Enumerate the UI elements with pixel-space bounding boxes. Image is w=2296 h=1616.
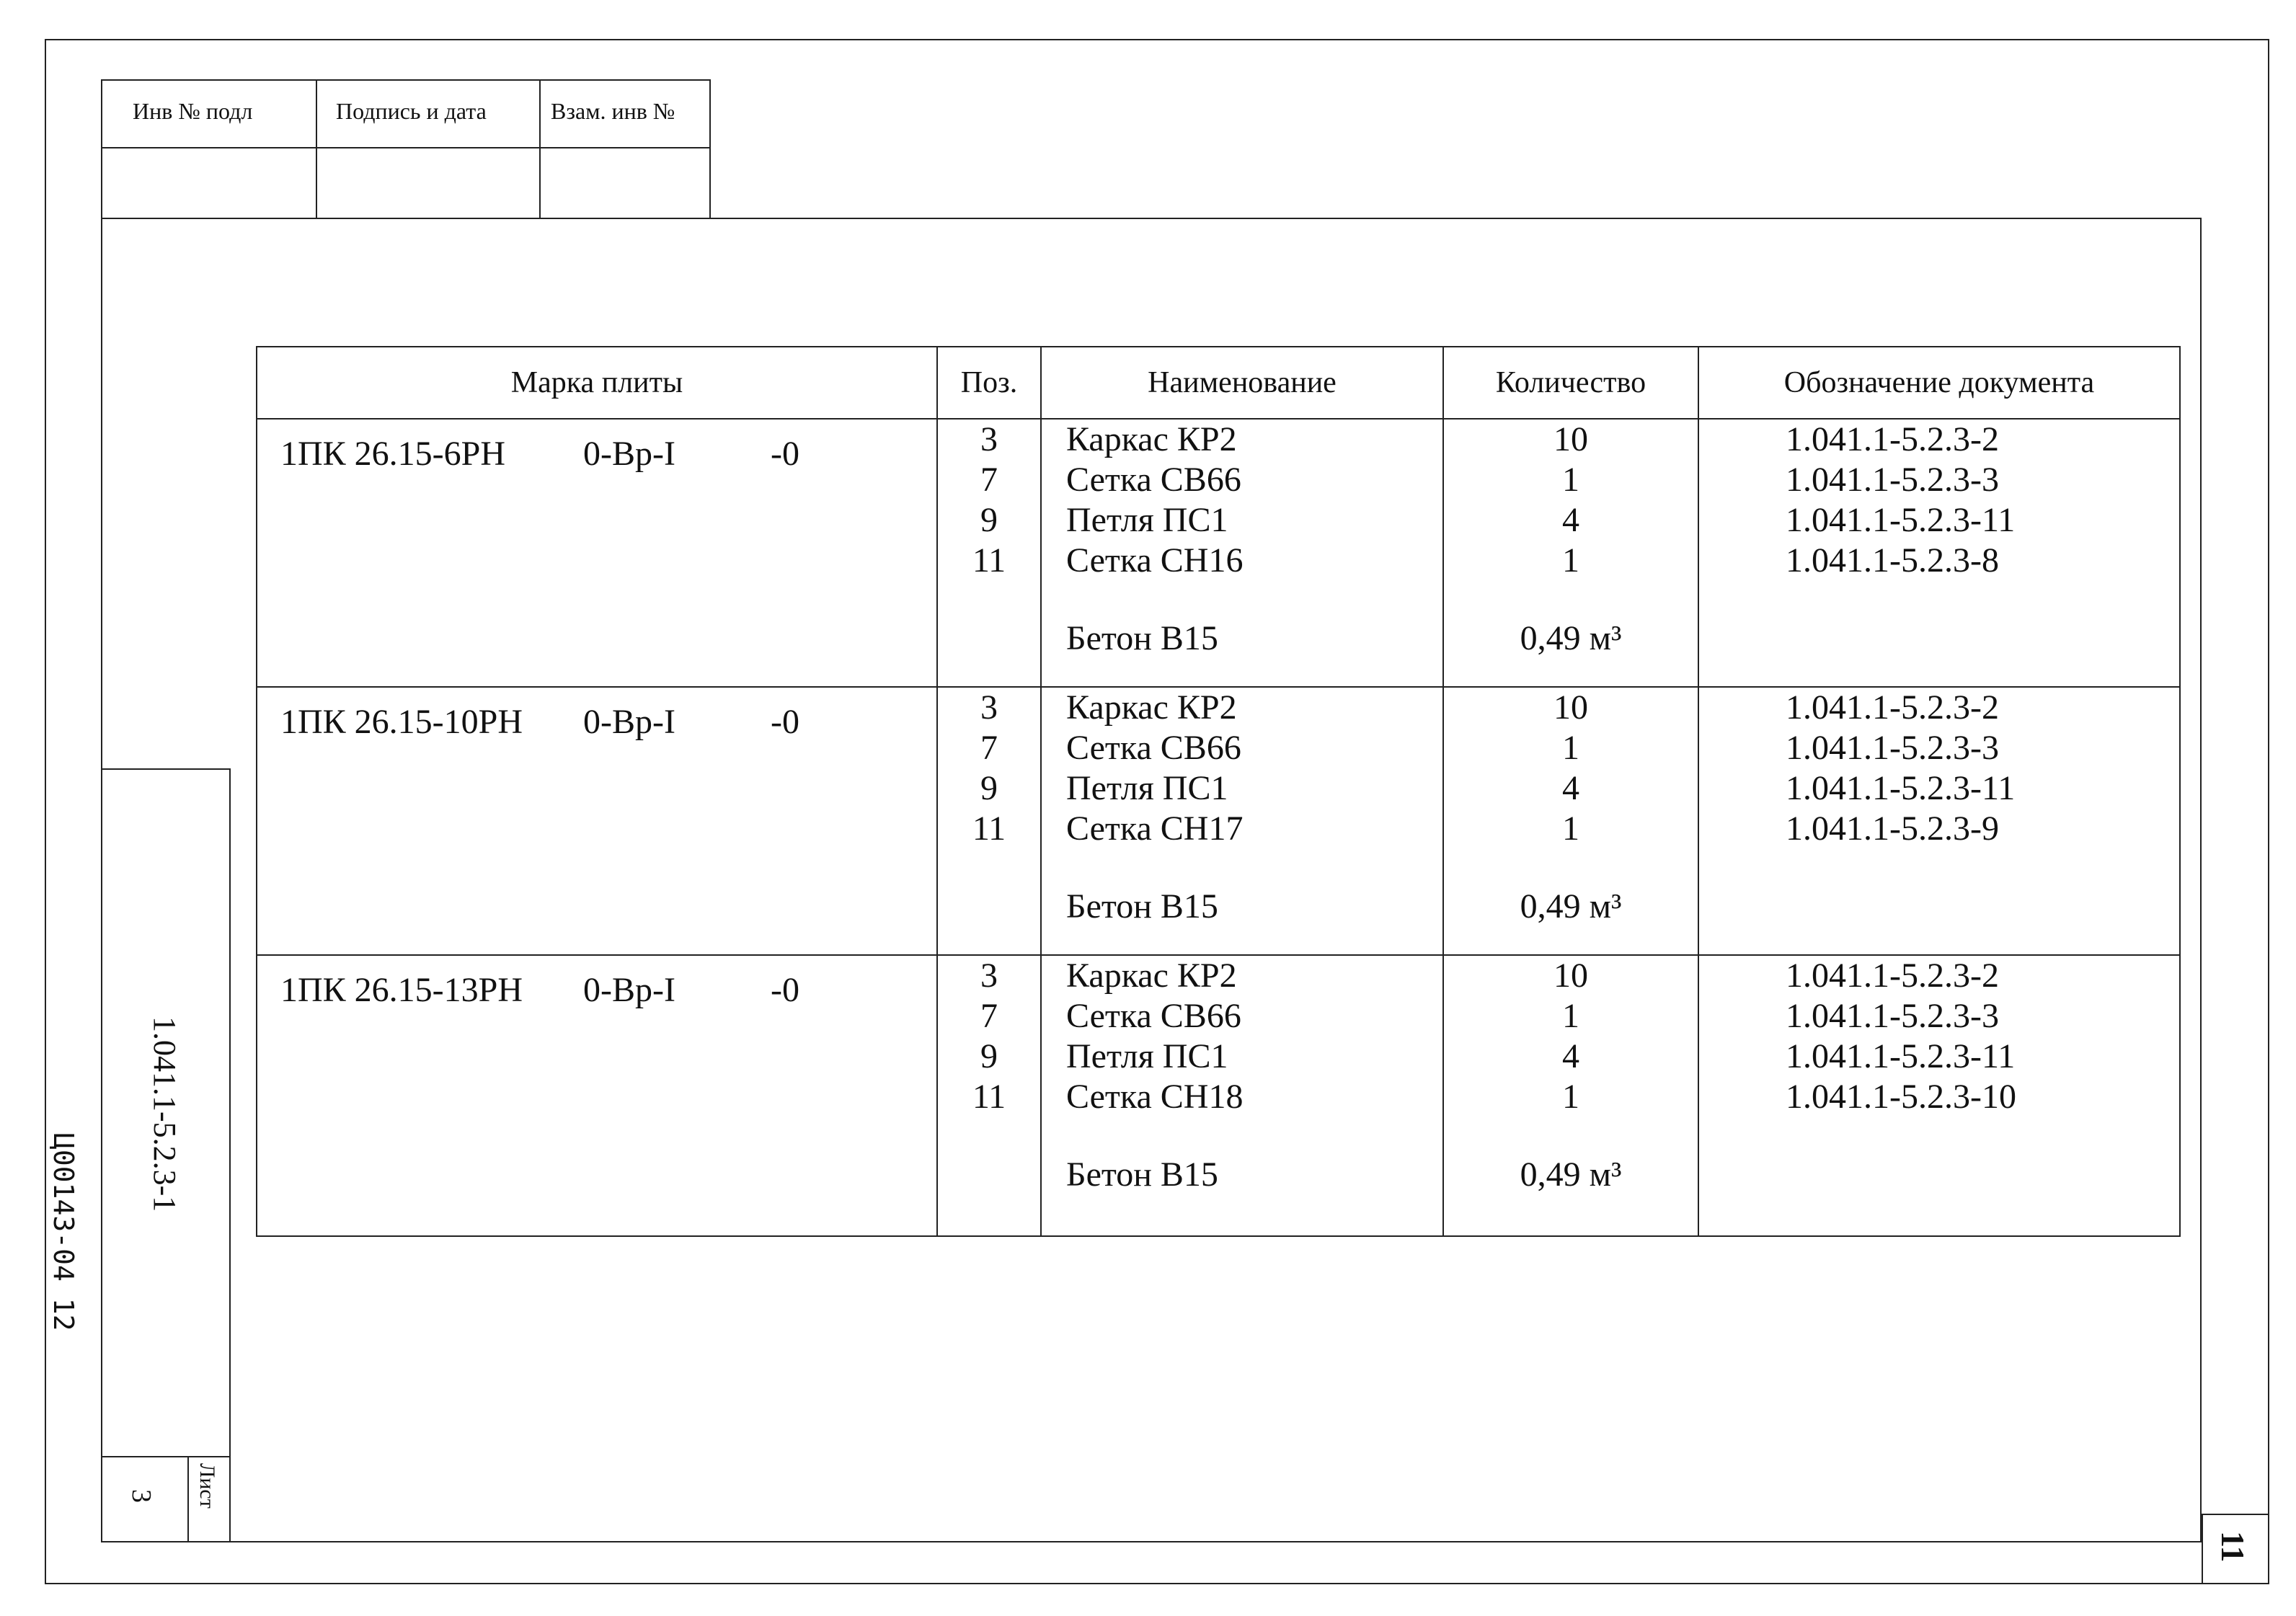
side-doc-code: 1.041.1-5.2.3-1	[147, 1016, 182, 1212]
name-cell	[1041, 687, 1443, 955]
pos-value: 7	[980, 461, 998, 499]
item-qty: 1	[1562, 729, 1579, 767]
item-name: Сетка СВ66	[1066, 729, 1241, 767]
header-pos: Поз.	[937, 347, 1041, 419]
stamp-header-replace: Взам. инв №	[551, 98, 675, 124]
pos-value: 9	[980, 769, 998, 807]
qty-cell	[1443, 419, 1698, 687]
mark-cell	[257, 419, 937, 687]
specification-table	[256, 346, 2181, 1237]
item-qty: 4	[1562, 769, 1579, 807]
concrete-name: Бетон В15	[1066, 619, 1218, 657]
item-qty: 10	[1553, 688, 1588, 727]
item-doc: 1.041.1-5.2.3-11	[1786, 1037, 2016, 1075]
pos-value: 3	[980, 956, 998, 995]
item-qty: 1	[1562, 461, 1579, 499]
item-name: Сетка СН18	[1066, 1078, 1244, 1116]
qty-cell	[1443, 955, 1698, 1236]
doc-cell	[1698, 419, 2180, 687]
item-doc: 1.041.1-5.2.3-2	[1786, 688, 1999, 727]
item-doc: 1.041.1-5.2.3-10	[1786, 1078, 2016, 1116]
mark-cell	[257, 955, 937, 1236]
pos-value: 9	[980, 501, 998, 539]
doc-cell	[1698, 687, 2180, 955]
slab-mark: 1ПК 26.15-10РН	[280, 703, 523, 741]
item-qty: 4	[1562, 501, 1579, 539]
item-name: Сетка СН17	[1066, 809, 1244, 848]
item-qty: 10	[1553, 420, 1588, 458]
pos-cell	[937, 419, 1041, 687]
pos-value: 11	[972, 1078, 1006, 1116]
qty-cell	[1443, 687, 1698, 955]
stamp-divider	[101, 147, 711, 148]
concrete-qty: 0,49 м³	[1520, 619, 1622, 657]
item-doc: 1.041.1-5.2.3-11	[1786, 769, 2016, 807]
item-doc: 1.041.1-5.2.3-3	[1786, 997, 1999, 1035]
header-name: Наименование	[1041, 347, 1443, 419]
item-qty: 1	[1562, 541, 1579, 580]
header-qty: Количество	[1443, 347, 1698, 419]
item-name: Каркас КР2	[1066, 420, 1237, 458]
item-doc: 1.041.1-5.2.3-2	[1786, 956, 1999, 995]
table-row	[257, 955, 2180, 1236]
concrete-name: Бетон В15	[1066, 1155, 1218, 1194]
pos-cell	[937, 687, 1041, 955]
header-mark: Марка плиты	[257, 347, 937, 419]
side-sheet-number: 3	[126, 1489, 156, 1503]
item-qty: 4	[1562, 1037, 1579, 1075]
item-doc: 1.041.1-5.2.3-3	[1786, 729, 1999, 767]
stamp-header-inv: Инв № подл	[133, 98, 253, 124]
archive-code: Ц00143-04 12	[48, 1133, 79, 1331]
mark-suffix: -0	[771, 703, 799, 741]
concrete-name: Бетон В15	[1066, 887, 1218, 925]
pos-value: 11	[972, 541, 1006, 580]
item-qty: 1	[1562, 809, 1579, 848]
item-name: Петля ПС1	[1066, 769, 1228, 807]
item-name: Сетка СВ66	[1066, 997, 1241, 1035]
side-sheet-label: Лист	[195, 1463, 219, 1509]
page-number: 11	[2215, 1531, 2251, 1563]
item-name: Сетка СН16	[1066, 541, 1244, 580]
item-doc: 1.041.1-5.2.3-3	[1786, 461, 1999, 499]
item-doc: 1.041.1-5.2.3-9	[1786, 809, 1999, 848]
item-qty: 10	[1553, 956, 1588, 995]
slab-mark: 1ПК 26.15-13РН	[280, 971, 523, 1009]
mark-suffix: -0	[771, 435, 799, 473]
table-row	[257, 419, 2180, 687]
item-doc: 1.041.1-5.2.3-8	[1786, 541, 1999, 580]
side-stamp-divider	[101, 1456, 231, 1457]
table-row	[257, 687, 2180, 955]
item-qty: 1	[1562, 997, 1579, 1035]
steel-class: 0-Вр-I	[583, 703, 675, 741]
mark-cell	[257, 687, 937, 955]
doc-cell	[1698, 955, 2180, 1236]
pos-value: 3	[980, 688, 998, 727]
steel-class: 0-Вр-I	[583, 435, 675, 473]
steel-class: 0-Вр-I	[583, 971, 675, 1009]
item-name: Каркас КР2	[1066, 956, 1237, 995]
concrete-qty: 0,49 м³	[1520, 1155, 1622, 1194]
concrete-qty: 0,49 м³	[1520, 887, 1622, 925]
stamp-header-sign: Подпись и дата	[336, 98, 487, 124]
stamp-divider	[316, 79, 317, 219]
table-header-row	[257, 347, 2180, 419]
item-qty: 1	[1562, 1078, 1579, 1116]
item-doc: 1.041.1-5.2.3-11	[1786, 501, 2016, 539]
header-doc: Обозначение документа	[1698, 347, 2180, 419]
mark-suffix: -0	[771, 971, 799, 1009]
pos-value: 3	[980, 420, 998, 458]
pos-value: 11	[972, 809, 1006, 848]
item-name: Петля ПС1	[1066, 501, 1228, 539]
name-cell	[1041, 955, 1443, 1236]
pos-cell	[937, 955, 1041, 1236]
stamp-divider	[539, 79, 541, 219]
item-name: Каркас КР2	[1066, 688, 1237, 727]
pos-value: 7	[980, 997, 998, 1035]
slab-mark: 1ПК 26.15-6РН	[280, 435, 506, 473]
item-doc: 1.041.1-5.2.3-2	[1786, 420, 1999, 458]
pos-value: 9	[980, 1037, 998, 1075]
side-stamp-divider	[187, 1456, 189, 1542]
item-name: Сетка СВ66	[1066, 461, 1241, 499]
name-cell	[1041, 419, 1443, 687]
item-name: Петля ПС1	[1066, 1037, 1228, 1075]
pos-value: 7	[980, 729, 998, 767]
